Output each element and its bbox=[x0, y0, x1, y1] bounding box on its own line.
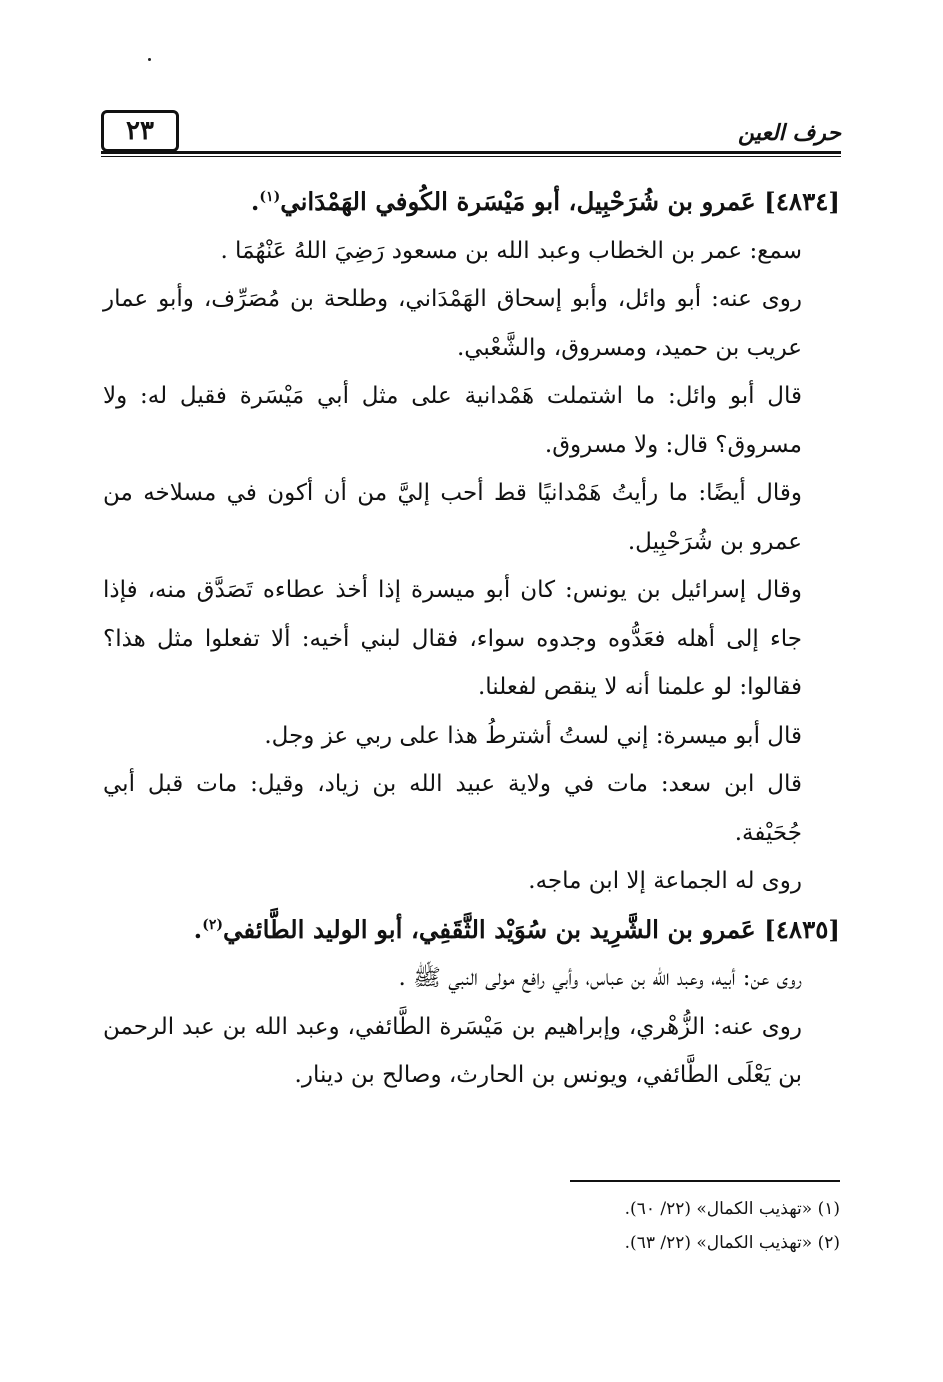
footnote: (١) «تهذيب الكمال» (٢٢/ ٦٠). bbox=[624, 1199, 840, 1219]
entry-heading-text: [٤٨٣٤] عَمرو بن شُرَحْبِيل، أبو مَيْسَرة الكُوفي الهَمْدَاني bbox=[280, 187, 840, 216]
paragraph: روى عنه: الزُّهْري، وإبراهيم بن مَيْسَرة الطَّائفي، وعبد الله بن عبد الرحمن بن يَعْلَى الطَّائفي، ويونس بن الحارث، وصالح بن دينار. bbox=[103, 1013, 802, 1088]
header-rule bbox=[101, 151, 841, 154]
paragraph: قال ابن سعد: مات في ولاية عبيد الله بن زياد، وقيل: مات قبل أبي جُحَيْفة. bbox=[103, 771, 802, 846]
entry-heading-end: . bbox=[193, 914, 203, 944]
header-rule-thin bbox=[101, 156, 841, 157]
paragraph: قال أبو ميسرة: إني لستُ أشترطُ هذا على ربي عز وجل. bbox=[264, 722, 802, 749]
paragraph: قال أبو وائل: ما اشتملت هَمْدانية على مثل أبي مَيْسَرة فقيل له: ولا مسروق؟ قال: ولا مسروق. bbox=[103, 383, 802, 458]
footnote-ref: (٢) bbox=[202, 916, 223, 933]
paragraph: روى عنه: أبو وائل، وأبو إسحاق الهَمْدَاني، وطلحة بن مُصَرِّف، وأبو عمار عريب بن حميد، ومسروق، والشَّعْبي. bbox=[103, 286, 802, 361]
main-text bbox=[103, 178, 840, 1100]
footnotes bbox=[103, 1192, 840, 1260]
paragraph: روى عن: أبيه، وعبد الله بن عباس، وأبي رافع مولى النبي ﷺ . bbox=[398, 965, 802, 991]
paragraph: سمع: عمر بن الخطاب وعبد الله بن مسعود رَضِيَ اللهُ عَنْهُمَا . bbox=[220, 237, 802, 264]
running-head: حرف العين bbox=[737, 120, 841, 146]
paragraph: روى له الجماعة إلا ابن ماجه. bbox=[528, 868, 802, 894]
footnote-ref: (١) bbox=[259, 188, 281, 205]
footnote: (٢) «تهذيب الكمال» (٢٢/ ٦٣). bbox=[624, 1233, 840, 1253]
page-number: ٢٣ bbox=[101, 110, 179, 152]
footnote-separator bbox=[570, 1180, 840, 1182]
entry-heading-text: [٤٨٣٥] عَمرو بن الشَّرِيد بن سُوَيْد الثَّقَفِي، أبو الوليد الطَّائفي bbox=[222, 914, 840, 944]
paragraph: وقال أيضًا: ما رأيتُ هَمْدانيًا قط أحب إليَّ من أن أكون في مسلاخه من عمرو بن شُرَحْبِيل. bbox=[103, 480, 802, 555]
entry-heading-end: . bbox=[250, 187, 260, 216]
entry-heading-4835 bbox=[103, 906, 840, 955]
entry-heading-4834 bbox=[103, 178, 840, 227]
scan-speck bbox=[148, 58, 151, 61]
paragraph: وقال إسرائيل بن يونس: كان أبو ميسرة إذا أخذ عطاءه تَصَدَّق منه، فإذا جاء إلى أهله فعَدُّوه وجدوه سواء، فقال لبني أخيه: ألا تفعلوا مثل هذا؟ فقالوا: لو علمنا أنه لا ينقص لفعلنا. bbox=[103, 577, 802, 700]
